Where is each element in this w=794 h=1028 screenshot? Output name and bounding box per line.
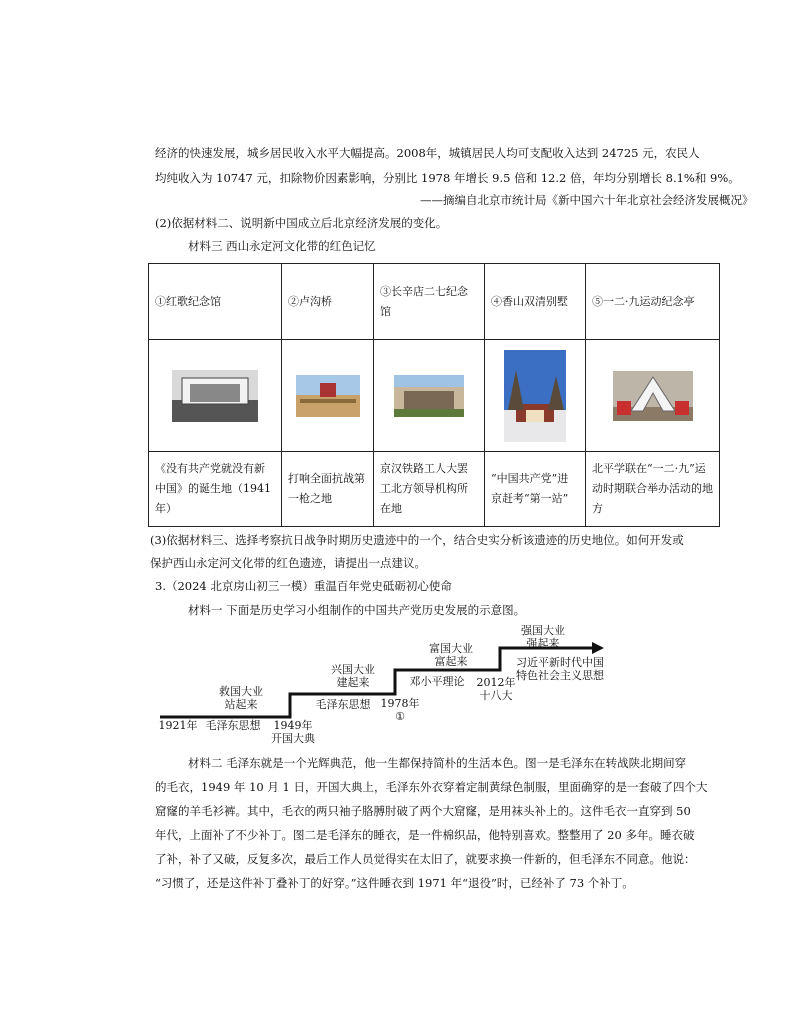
material-2-line5: 了补，补了又破，反复多次，最后工作人员觉得实在太旧了，就要求换一件新的，但毛泽东不同意。他说： [155, 852, 696, 866]
question-3-line2: 保护西山永定河文化带的红色遗迹，请提出一点建议。 [150, 556, 426, 570]
year-1949: 1949年 开国大典 [271, 719, 315, 745]
mao-thought-1: 毛泽东思想 [205, 719, 261, 732]
year-1978: 1978年 ① [380, 697, 420, 723]
material-1-intro: 材料一 下面是历史学习小组制作的中国共产党历史发展的示意图。 [188, 603, 526, 617]
mao-thought-2: 毛泽东思想 [315, 698, 371, 711]
description-cell: 打响全面抗战第一枪之地 [282, 452, 374, 527]
material-2-line2: 的毛衣，1949 年 10 月 1 日，开国大典上，毛泽东外衣穿着定制黄绿色制服，里面确穿的是一套破了四个大 [155, 780, 708, 794]
para1-line2: 均纯收入为 10747 元，扣除物价因素影响，分别比 1978 年增长 9.5 倍和 12.2 倍，年均分别增长 8.1%和 9%。 [155, 171, 740, 185]
section-3-heading: 3.（2024 北京房山初三一模）重温百年党史砥砺初心使命 [155, 579, 452, 593]
header-cell: ①红歌纪念馆 [149, 264, 282, 340]
header-cell: ④香山双清别墅 [485, 264, 586, 340]
source-citation: ——摘编自北京市统计局《新中国六十年北京社会经济发展概况》 [420, 193, 754, 207]
question-2: (2)依据材料二、说明新中国成立后北京经济发展的变化。 [155, 216, 448, 230]
material-3-title: 材料三 西山永定河文化带的红色记忆 [188, 239, 376, 253]
stage-3-label: 富国大业 富起来 [429, 642, 473, 668]
stage-2-label: 兴国大业 建起来 [331, 663, 375, 689]
material-2-line3: 窟窿的羊毛衫裤。其中，毛衣的两只袖子胳膊肘破了两个大窟窿，是用袜头补上的。这件毛衣一直穿到 50 [155, 804, 691, 818]
para1-line1: 经济的快速发展，城乡居民收入水平大幅提高。2008年，城镇居民人均可支配收入达到 24725 元，农民人 [155, 146, 700, 160]
deng-theory: 邓小平理论 [409, 675, 465, 688]
material-2-line6: “习惯了，还是这件补丁叠补丁的好穿。”这件睡衣到 1971 年“退役”时，已经补了 73 个补丁。 [155, 876, 634, 890]
year-1921: 1921年 [158, 719, 198, 732]
question-3-line1: (3)依据材料三、选择考察抗日战争时期历史遗迹中的一个，结合史实分析该遗迹的历史地位。如何开发或 [150, 533, 684, 547]
year-2012: 2012年 十八大 [476, 676, 516, 702]
description-cell: 北平学联在“一二·九”运动时期联合举办活动的地方 [586, 452, 720, 527]
description-cell: 京汉铁路工人大罢工北方领导机构所在地 [374, 452, 485, 527]
stage-1-label: 救国大业 站起来 [219, 685, 263, 711]
material-2-line1: 材料二 毛泽东就是一个光辉典范，他一生都保持简朴的生活本色。图一是毛泽东在转战陕北期间穿 [188, 756, 687, 770]
header-cell: ②卢沟桥 [282, 264, 374, 340]
header-cell: ③长辛店二七纪念馆 [374, 264, 485, 340]
header-cell: ⑤一二·九运动纪念亭 [586, 264, 720, 340]
material-2-line4: 年代，上面补了不少补丁。图二是毛泽东的睡衣，是一件棉织品，他特别喜欢。整整用了 20 多年。睡衣破 [155, 828, 695, 842]
description-cell: 《没有共产党就没有新中国》的诞生地（1941年） [149, 452, 282, 527]
xi-thought: 习近平新时代中国 特色社会主义思想 [516, 656, 604, 682]
description-cell: “中国共产党”进京赶考“第一站” [485, 452, 586, 527]
stage-4-label: 强国大业 强起来 [521, 624, 565, 650]
